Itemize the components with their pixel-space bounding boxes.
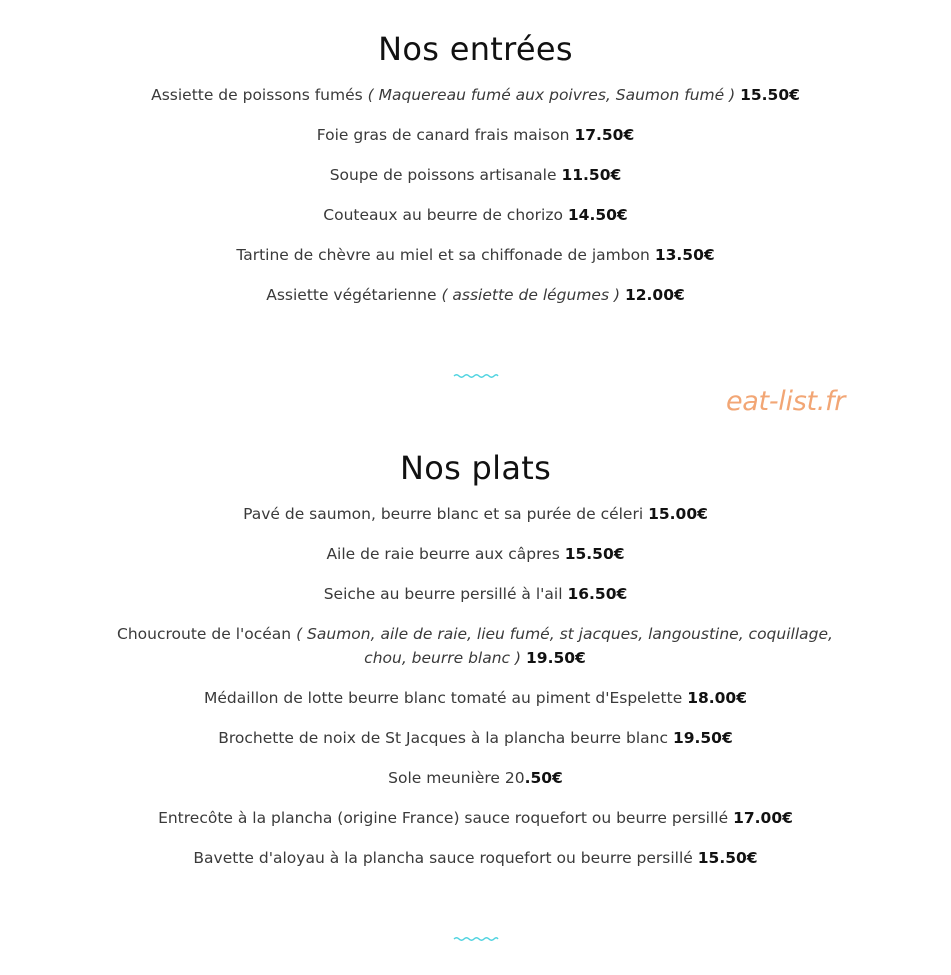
item-price: 17.50€ [574,126,635,144]
item-name: Entrecôte à la plancha (origine France) sauce roquefort ou beurre persillé [158,809,729,827]
menu-item [0,502,951,526]
item-name: Soupe de poissons artisanale [329,166,557,184]
menu-item [95,622,855,670]
menu-item [0,582,951,606]
wave-divider-icon [453,936,499,942]
menu-item [0,163,951,187]
item-name: Aile de raie beurre aux câpres [326,545,560,563]
item-price: 15.00€ [648,505,708,523]
menu-item [0,766,951,790]
item-price: 12.00€ [624,286,685,304]
menu-item [0,123,951,147]
item-price: 19.50€ [526,649,586,667]
item-name: Choucroute de l'océan [117,625,292,643]
item-description: ( Maquereau fumé aux poivres, Saumon fumé ) [367,86,736,104]
menu-item [0,283,951,307]
item-price: 17.00€ [733,809,793,827]
item-price: 11.50€ [561,166,622,184]
menu-item [0,686,951,710]
item-name: Assiette de poissons fumés [151,86,363,104]
item-price: 14.50€ [567,206,628,224]
item-name: Foie gras de canard frais maison [316,126,570,144]
item-name: Médaillon de lotte beurre blanc tomaté au piment d'Espelette [203,689,683,707]
item-name: Pavé de saumon, beurre blanc et sa purée de céleri [243,505,644,523]
item-name: Brochette de noix de St Jacques à la plancha beurre blanc [218,729,668,747]
item-price: 18.00€ [687,689,748,707]
item-name: Tartine de chèvre au miel et sa chiffonade de jambon [236,246,650,264]
menu-item [0,846,951,870]
wave-divider-icon [453,373,499,379]
menu-item [0,542,951,566]
item-name: Sole meunière 20 [388,769,525,787]
menu-item [0,726,951,750]
mains-title: Nos plats [399,449,552,487]
item-name: Seiche au beurre persillé à l'ail [323,585,563,603]
item-description: ( Saumon, aile de raie, lieu fumé, st jacques, langoustine, coquillage, chou, beurre blanc ) [296,625,833,667]
item-name: Couteaux au beurre de chorizo [323,206,563,224]
item-price: 13.50€ [654,246,715,264]
item-price: 19.50€ [672,729,733,747]
item-price: 15.50€ [697,849,758,867]
item-name: Bavette d'aloyau à la plancha sauce roquefort ou beurre persillé [193,849,693,867]
item-price: 15.50€ [740,86,800,104]
menu-item [0,243,951,267]
item-name: Assiette végétarienne [266,286,437,304]
menu-item [0,806,951,830]
item-price: 15.50€ [564,545,625,563]
menu-item [0,203,951,227]
item-description: ( assiette de légumes ) [441,286,621,304]
menu-item [0,83,951,107]
item-price: .50€ [524,769,563,787]
item-price: 16.50€ [567,585,628,603]
starters-title: Nos entrées [378,30,573,68]
watermark: eat-list.fr [726,386,846,417]
